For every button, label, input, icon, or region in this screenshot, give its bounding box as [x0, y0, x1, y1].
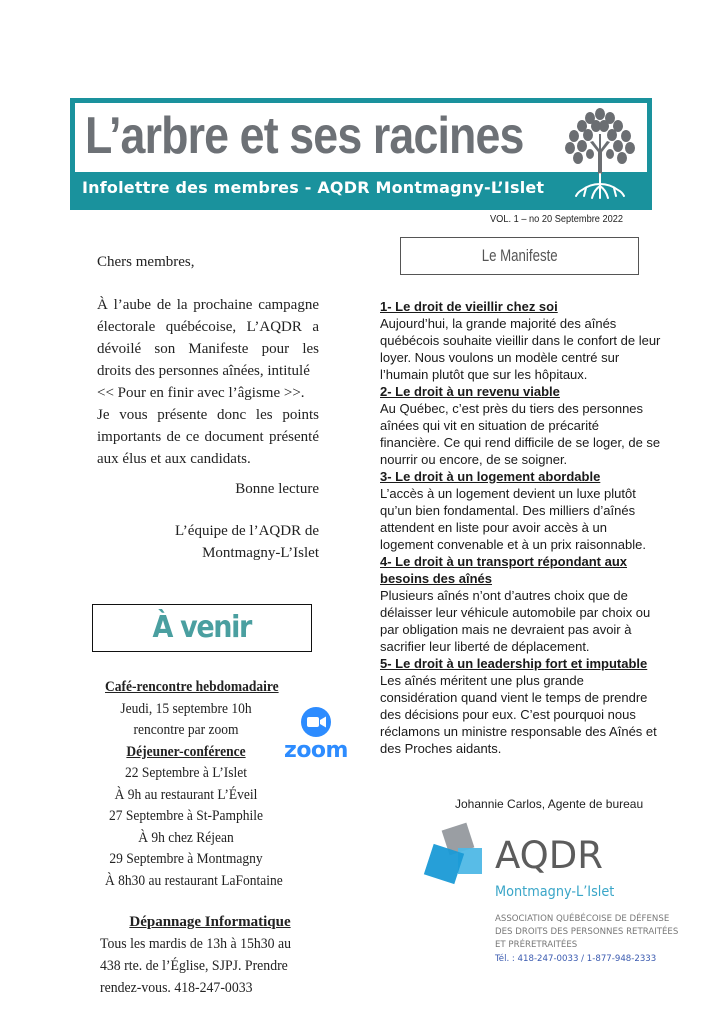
right-item — [380, 383, 662, 468]
right-body: Au Québec, c’est près du tiers des personnes aînées qui vit en situation de précarité financière. Ce qui rend difficile de se loger, de se nourrir ou encore, de se soigner. — [380, 401, 661, 467]
signature-line: Montmagny-L’Islet — [202, 545, 319, 561]
event-line: Jeudi, 15 septembre 10h — [120, 700, 252, 717]
event-line: À 9h chez Réjean — [138, 829, 234, 846]
zoom-camera-icon — [276, 706, 356, 738]
intro-line: << Pour en finir avec l’âgisme >>. — [97, 385, 305, 401]
event-heading: Café-rencontre hebdomadaire — [105, 679, 279, 695]
zoom-logo — [276, 706, 356, 766]
aqdr-description-line: ASSOCIATION QUÉBÉCOISE DE DÉFENSE — [495, 914, 670, 924]
event-line: À 8h30 au restaurant LaFontaine — [105, 872, 283, 889]
manifeste-heading-box — [400, 237, 639, 275]
upcoming-heading-box — [92, 604, 312, 652]
rights-list — [380, 298, 662, 757]
aqdr-region: Montmagny-L’Islet — [495, 884, 615, 900]
newsletter-title: L’arbre et ses racines — [85, 107, 524, 165]
zoom-wordmark: zoom — [284, 738, 348, 763]
upcoming-title: À venir — [152, 610, 252, 645]
author-credit: Johannie Carlos, Agente de bureau — [455, 797, 644, 811]
intro-line: À l’aube de la prochaine campagne électorale québécoise, L’AQDR a dévoilé son Manifeste pour les droits des personnes aînées, intitulé — [97, 297, 319, 379]
tech-support-line: rendez-vous. 418-247-0033 — [100, 980, 253, 996]
event-line: 27 Septembre à St-Pamphile — [108, 808, 264, 824]
aqdr-name: AQDR — [495, 834, 603, 877]
right-body: Plusieurs aînés n’ont d’autres choix que de délaisser leur véhicule automobile par choix ou par obligation mais ne devraient pas avoir à sacrifier leur liberté de déplacement. — [380, 588, 651, 654]
greeting: Chers membres, — [97, 254, 195, 270]
letter-signature — [97, 520, 319, 564]
event-line: rencontre par zoom — [133, 722, 239, 738]
aqdr-squares-icon — [420, 822, 495, 887]
aqdr-description-line: DES DROITS DES PERSONNES RETRAITÉES — [495, 927, 679, 937]
event-line: 29 Septembre à Montmagny — [109, 851, 263, 867]
tech-support-section — [100, 911, 320, 999]
right-heading: 3- Le droit à un logement abordable — [380, 469, 601, 484]
right-body: Aujourd’hui, la grande majorité des aînés québécois souhaite vieillir dans le confort de leur loyer. Nous voulons un modèle centré sur l’humain plutôt que sur les hôpitaux. — [380, 316, 661, 382]
right-item — [380, 468, 662, 553]
right-heading: 2- Le droit à un revenu viable — [380, 384, 560, 399]
manifeste-title: Le Manifeste — [481, 246, 558, 265]
right-body: L’accès à un logement devient un luxe plutôt qu’un bien fondamental. Des milliers d’aînés attendent en liste pour avoir accès à un logement convenable et à un prix raisonnable. — [380, 486, 646, 552]
tree-with-roots-icon — [560, 104, 640, 204]
volume-issue-date: VOL. 1 – no 20 Septembre 2022 — [490, 213, 624, 225]
right-heading: 1- Le droit de vieillir chez soi — [380, 299, 558, 314]
event-line: À 9h au restaurant L’Éveil — [114, 786, 258, 803]
newsletter-subtitle: Infolettre des membres - AQDR Montmagny-L’Islet — [82, 178, 545, 197]
tech-support-title: Dépannage Informatique — [129, 914, 291, 930]
event-line: 22 Septembre à L’Islet — [124, 765, 248, 781]
aqdr-phone: Tél. : 418-247-0033 / 1-877-948-2333 — [495, 954, 657, 964]
aqdr-description — [495, 913, 678, 952]
right-heading: 4- Le droit à un transport répondant aux besoins des aînés — [380, 554, 628, 586]
right-body: Les aînés méritent une plus grande considération quand vient le temps de prendre des décisions pour eux. C’est pourquoi nous réclamons un ministre responsable des Aînés et des Proches aidants. — [380, 673, 657, 756]
intro-paragraph — [97, 294, 319, 470]
intro-line: Je vous présente donc les points importants de ce document présenté aux élus et aux candidats. — [97, 407, 319, 467]
aqdr-description-line: ET PRÉRETRAITÉES — [495, 940, 578, 950]
right-item — [380, 655, 662, 757]
newsletter-banner — [70, 98, 652, 210]
event-heading: Déjeuner-conférence — [126, 743, 246, 760]
tech-support-line: 438 rte. de l’Église, SJPJ. Prendre — [100, 958, 288, 974]
events-list — [96, 677, 283, 892]
right-heading: 5- Le droit à un leadership fort et imputable — [380, 656, 648, 671]
right-item — [380, 298, 662, 383]
signature-line: L’équipe de l’AQDR de — [175, 523, 319, 539]
closing-text: Bonne lecture — [235, 481, 319, 497]
right-item — [380, 553, 662, 655]
tech-support-line: Tous les mardis de 13h à 15h30 au — [100, 936, 292, 952]
